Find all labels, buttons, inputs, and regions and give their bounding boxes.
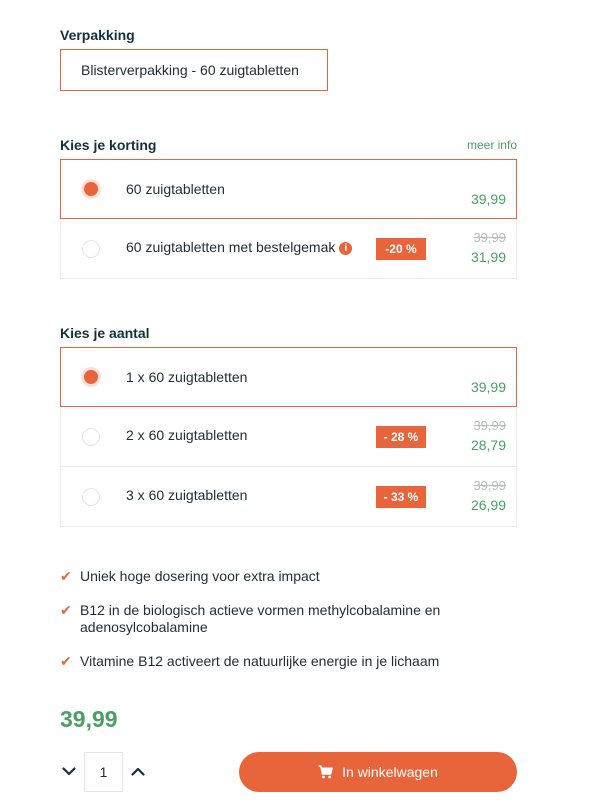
quantity-increase-button[interactable] xyxy=(127,760,149,782)
checkmark-icon: ✔ xyxy=(60,568,72,584)
packaging-selected-value: Blisterverpakking - 60 zuigtabletten xyxy=(81,62,299,78)
cart-icon xyxy=(318,765,333,779)
usp-text: Vitamine B12 activeert de natuurlijke energie in je lichaam xyxy=(80,653,440,669)
more-info-link[interactable]: meer info xyxy=(466,138,517,152)
add-to-cart-button[interactable] xyxy=(239,752,517,792)
usp-item xyxy=(60,568,500,585)
option-label: 2 x 60 zuigtabletten xyxy=(126,427,248,443)
usp-text: Uniek hoge dosering voor extra impact xyxy=(80,568,320,584)
quantity-input[interactable] xyxy=(84,752,123,792)
discount-option-subscription[interactable] xyxy=(60,219,517,279)
radio-selected[interactable] xyxy=(84,182,98,196)
option-price: 39,99 xyxy=(470,379,506,395)
total-price: 39,99 xyxy=(60,706,118,732)
packaging-select[interactable] xyxy=(60,49,328,91)
option-price: 28,79 xyxy=(470,437,506,453)
quantity-option-2[interactable] xyxy=(60,407,517,467)
checkmark-icon: ✔ xyxy=(60,653,72,669)
radio-selected[interactable] xyxy=(84,370,98,384)
option-label: 1 x 60 zuigtabletten xyxy=(126,369,248,385)
discount-title: Kies je korting xyxy=(60,137,157,153)
option-label: 60 zuigtabletten xyxy=(126,181,225,197)
cart-button-label: In winkelwagen xyxy=(342,764,438,780)
option-label: 60 zuigtabletten met bestelgemak xyxy=(126,239,336,255)
option-price: 31,99 xyxy=(470,249,506,265)
option-price: 26,99 xyxy=(470,497,506,513)
discount-badge: -20 % xyxy=(376,238,426,260)
quantity-decrease-button[interactable] xyxy=(58,760,80,782)
chevron-down-icon xyxy=(62,767,76,776)
option-label-wrap xyxy=(126,239,352,255)
option-price: 39,99 xyxy=(470,191,506,207)
checkmark-icon: ✔ xyxy=(60,602,72,618)
quantity-options xyxy=(60,347,517,527)
option-old-price: 39,99 xyxy=(473,478,506,493)
option-old-price: 39,99 xyxy=(473,418,506,433)
quantity-option-1[interactable] xyxy=(60,347,517,407)
info-icon[interactable]: i xyxy=(339,242,352,255)
quantity-option-3[interactable] xyxy=(60,467,517,527)
discount-badge: - 28 % xyxy=(376,426,426,448)
usp-text: B12 in de biologisch actieve vormen methylcobalamine en adenosylcobalamine xyxy=(80,602,441,635)
radio-unselected[interactable] xyxy=(82,488,100,506)
radio-unselected[interactable] xyxy=(82,428,100,446)
usp-item xyxy=(60,602,500,636)
discount-option-regular[interactable] xyxy=(60,159,517,219)
discount-badge: - 33 % xyxy=(376,486,426,508)
usp-item xyxy=(60,653,500,670)
option-old-price: 39,99 xyxy=(473,230,506,245)
packaging-title: Verpakking xyxy=(60,27,135,43)
usp-list xyxy=(60,568,500,670)
discount-options xyxy=(60,159,517,279)
option-label: 3 x 60 zuigtabletten xyxy=(126,487,248,503)
chevron-up-icon xyxy=(131,767,145,776)
quantity-title: Kies je aantal xyxy=(60,325,150,341)
radio-unselected[interactable] xyxy=(82,240,100,258)
